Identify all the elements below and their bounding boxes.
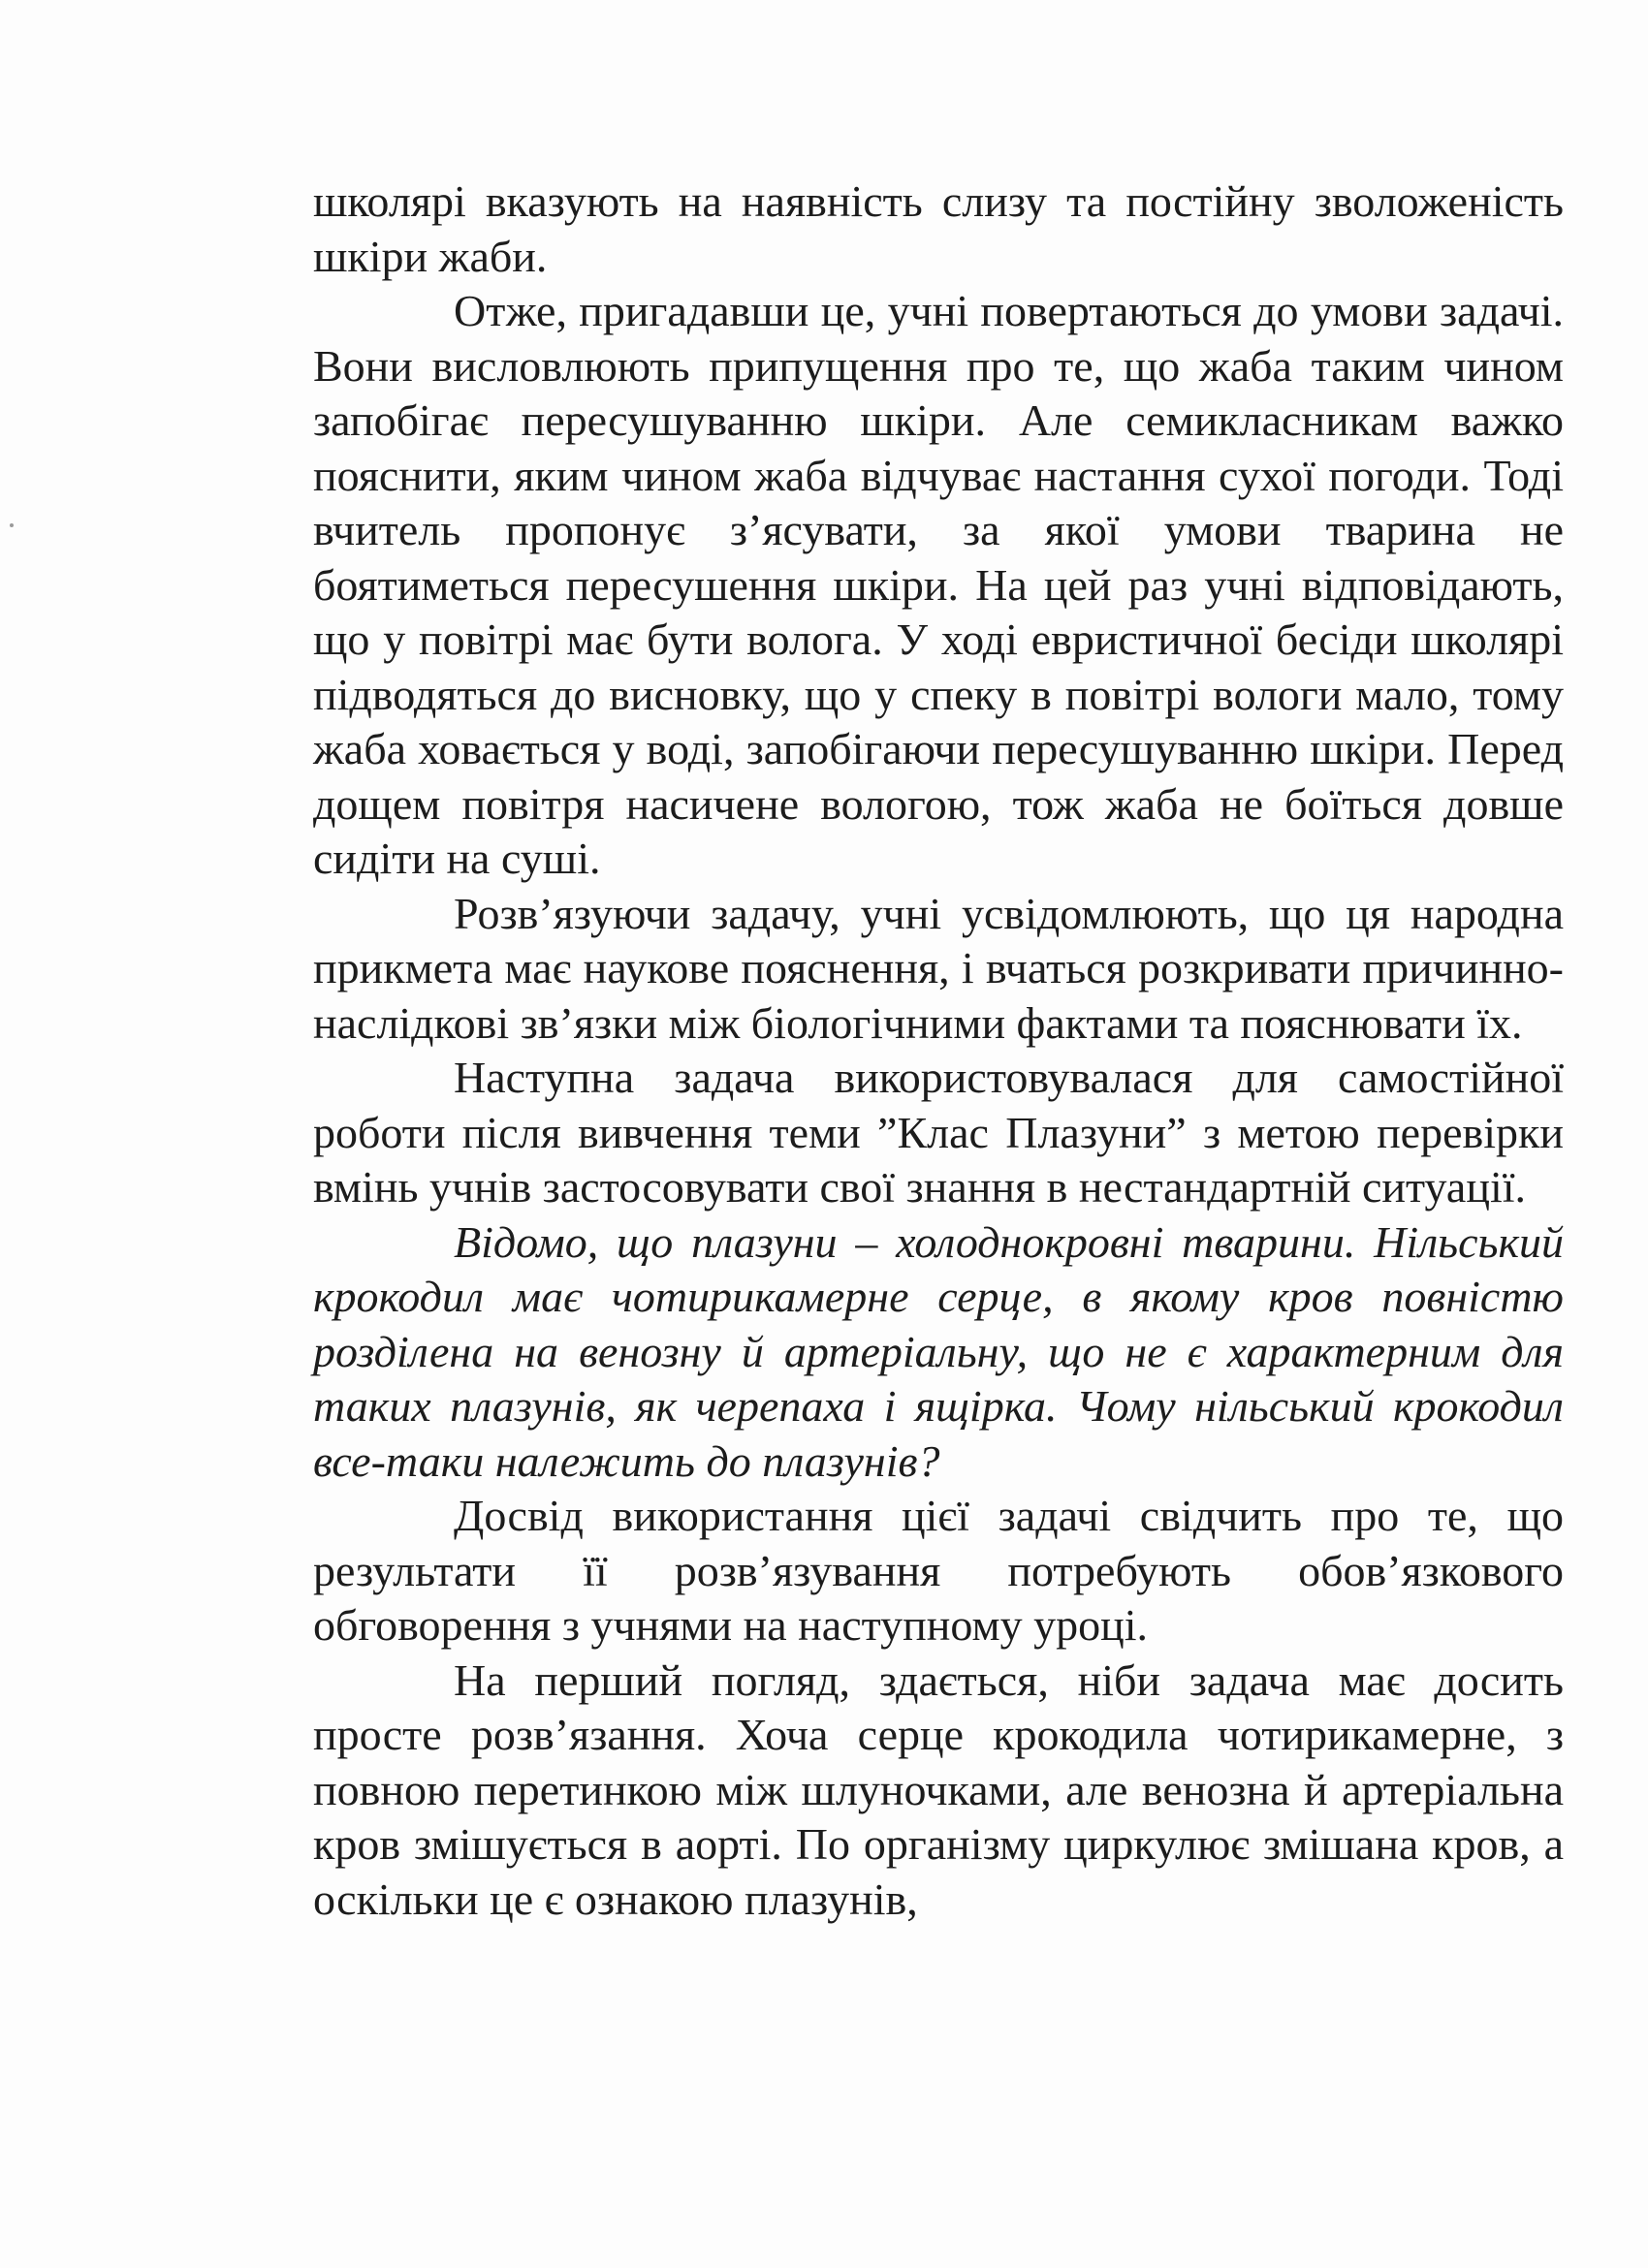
paragraph-2: Отже, пригадавши це, учні повертаються до умови задачі. Вони висловлюють припущення про те, що жаба таким чином запобігає пересушуванню шкіри. Але семикласникам важко пояснити, яким чином жаба відчуває настання сухої погоди. Тоді вчитель пропонує з’ясувати, за якої умови тварина не боятиметься пересушення шкіри. На цей раз учні відповідають, що у повітрі має бути волога. У ході евристичної бесіди школярі підводяться до висновку, що у спеку в повітрі вологи мало, тому жаба ховається у воді, запобігаючи пересушуванню шкіри. Перед дощем повітря насичене вологою, тож жаба не боїться довше сидіти на суші. xyxy=(313,286,1564,883)
paragraph-4: Наступна задача використовувалася для самостійної роботи після вивчення теми ”Клас Плазуни” з метою перевірки вмінь учнів застосовувати свої знання в нестандартній ситуації. xyxy=(313,1053,1564,1212)
task-statement: Відомо, що плазуни – холоднокровні тварини. Нільський крокодил має чотирикамерне серце, в якому кров повністю розділена на венозну й артеріальну, що не є характерним для таких плазунів, як черепаха і ящірка. Чому нільський крокодил все-таки належить до плазунів? xyxy=(313,1216,1564,1486)
paragraph-1: школярі вказують на наявність слизу та постійну зволоженість шкіри жаби. xyxy=(313,176,1564,281)
text-column xyxy=(313,174,1564,1927)
paragraph-7: На перший погляд, здається, ніби задача має досить просте розв’язання. Хоча серце крокодила чотирикамерне, з повною перетинкою між шлуночками, але венозна й артеріальна кров змішується в аорті. По організму циркулює змішана кров, а оскільки це є ознакою плазунів, xyxy=(313,1654,1564,1924)
scan-speck xyxy=(10,523,14,527)
paragraph-3: Розв’язуючи задачу, учні усвідомлюють, що ця народна прикмета має наукове пояснення, і вчаться розкривати причинно-наслідкові зв’язки між біологічними фактами та пояснювати їх. xyxy=(313,888,1564,1048)
paragraph-6: Досвід використання цієї задачі свідчить про те, що результати її розв’язування потребують обов’язкового обговорення з учнями на наступному уроці. xyxy=(313,1491,1564,1650)
